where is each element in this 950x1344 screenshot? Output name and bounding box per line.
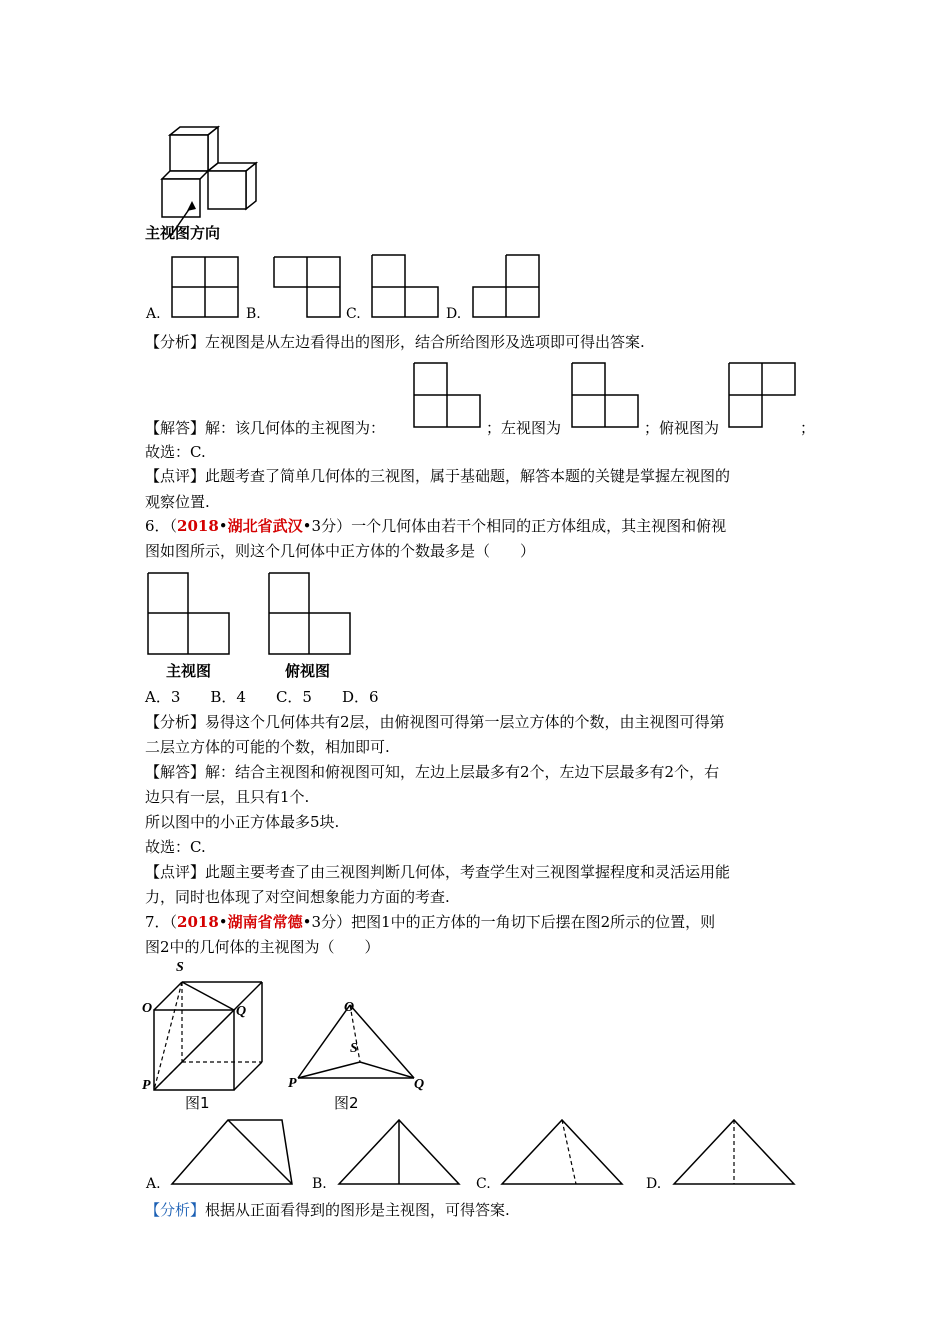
q6-analysis-2: 二层立方体的可能的个数，相加即可. (145, 738, 390, 756)
q5-option-b[interactable]: B. (246, 306, 261, 322)
q5-option-c[interactable]: C. (346, 306, 361, 322)
q6-choice: 故选：C. (145, 838, 206, 856)
q5-option-c-figure (371, 254, 441, 320)
q6-comment-1: 【点评】此题主要考查了由三视图判断几何体，考查学生对三视图掌握程度和灵活运用能 (145, 863, 731, 881)
q6-top-view-figure (268, 572, 354, 658)
q7-fig2-vertex-o: O (344, 1000, 355, 1015)
q5-option-a[interactable]: A. (146, 306, 161, 322)
q6-options[interactable]: A．3 B．4 C．5 D．6 (145, 688, 379, 706)
q7-option-d-figure (672, 1118, 797, 1186)
q7-fig1-label: 图1 (185, 1094, 210, 1112)
q7-fig2-label: 图2 (334, 1094, 359, 1112)
q7-fig2-vertex-q: Q (414, 1077, 425, 1092)
q7-fig2-vertex-s: S (350, 1041, 358, 1056)
q7-fig1-vertex-o: O (142, 1001, 153, 1016)
q5-option-d[interactable]: D. (446, 306, 462, 322)
q7-option-c[interactable]: C. (476, 1176, 491, 1192)
q5-option-d-figure (472, 254, 542, 320)
q5-solution-d: ； (800, 419, 816, 437)
q5-choice: 故选：C. (145, 443, 206, 461)
q5-solution-b: ；左视图为 (486, 419, 562, 437)
q6-solution-1: 【解答】解：结合主视图和俯视图可知，左边上层最多有2个，左边下层最多有2个，右 (145, 763, 720, 781)
q6-comment-2: 力，同时也体现了对空间想象能力方面的考查. (145, 888, 450, 906)
q7-fig1-vertex-s: S (176, 960, 184, 975)
q5-analysis: 【分析】左视图是从左边看得出的图形，结合所给图形及选项即可得出答案. (145, 333, 645, 351)
q7-stem-1: 7．（2018•湖南省常德•3分）把图1中的正方体的一角切下后摆在图2所示的位置，则 (145, 913, 716, 931)
q6-stem-2: 图如图所示，则这个几何体中正方体的个数最多是（ ） (145, 542, 536, 560)
q7-option-b[interactable]: B. (312, 1176, 327, 1192)
q5-option-b-figure (273, 256, 343, 320)
q6-front-view-caption: 主视图 (166, 662, 212, 680)
q5-top-view-figure (728, 362, 798, 430)
q6-front-view-figure (147, 572, 233, 658)
q7-option-c-figure (500, 1118, 625, 1186)
q7-option-b-figure (337, 1118, 462, 1186)
q7-analysis: 【分析】根据从正面看得到的图形是主视图，可得答案. (145, 1201, 510, 1219)
q7-stem-2: 图2中的几何体的主视图为（ ） (145, 938, 380, 956)
q7-option-a[interactable]: A. (146, 1176, 161, 1192)
q5-option-a-figure (171, 256, 241, 320)
q6-analysis-1: 【分析】易得这个几何体共有2层，由俯视图可得第一层立方体的个数，由主视图可得第 (145, 713, 725, 731)
q5-main-view-figure (413, 362, 483, 430)
q7-option-a-figure (170, 1118, 295, 1186)
q7-fig2-vertex-p: P (288, 1076, 297, 1091)
q7-figure-1-cube (140, 960, 280, 1090)
q5-solution-c: ；俯视图为 (644, 419, 720, 437)
q6-top-view-caption: 俯视图 (285, 662, 331, 680)
q5-comment-1: 【点评】此题考查了简单几何体的三视图，属于基础题，解答本题的关键是掌握左视图的 (145, 467, 731, 485)
q5-solution-tag: 【解答】解：该几何体的主视图为： (145, 419, 386, 437)
q6-solution-3: 所以图中的小正方体最多5块. (145, 813, 340, 831)
q5-direction-label: 主视图方向 (145, 224, 221, 242)
q7-option-d[interactable]: D. (646, 1176, 662, 1192)
q6-solution-2: 边只有一层，且只有1个. (145, 788, 310, 806)
q5-left-view-figure (571, 362, 641, 430)
q6-stem-1: 6．（2018•湖北省武汉•3分）一个几何体由若干个相同的正方体组成，其主视图和俯视 (145, 517, 727, 535)
q5-solid-figure (140, 125, 260, 220)
q5-comment-2: 观察位置. (145, 493, 210, 511)
q7-fig1-vertex-p: P (142, 1078, 151, 1093)
q7-fig1-vertex-q: Q (236, 1004, 247, 1019)
